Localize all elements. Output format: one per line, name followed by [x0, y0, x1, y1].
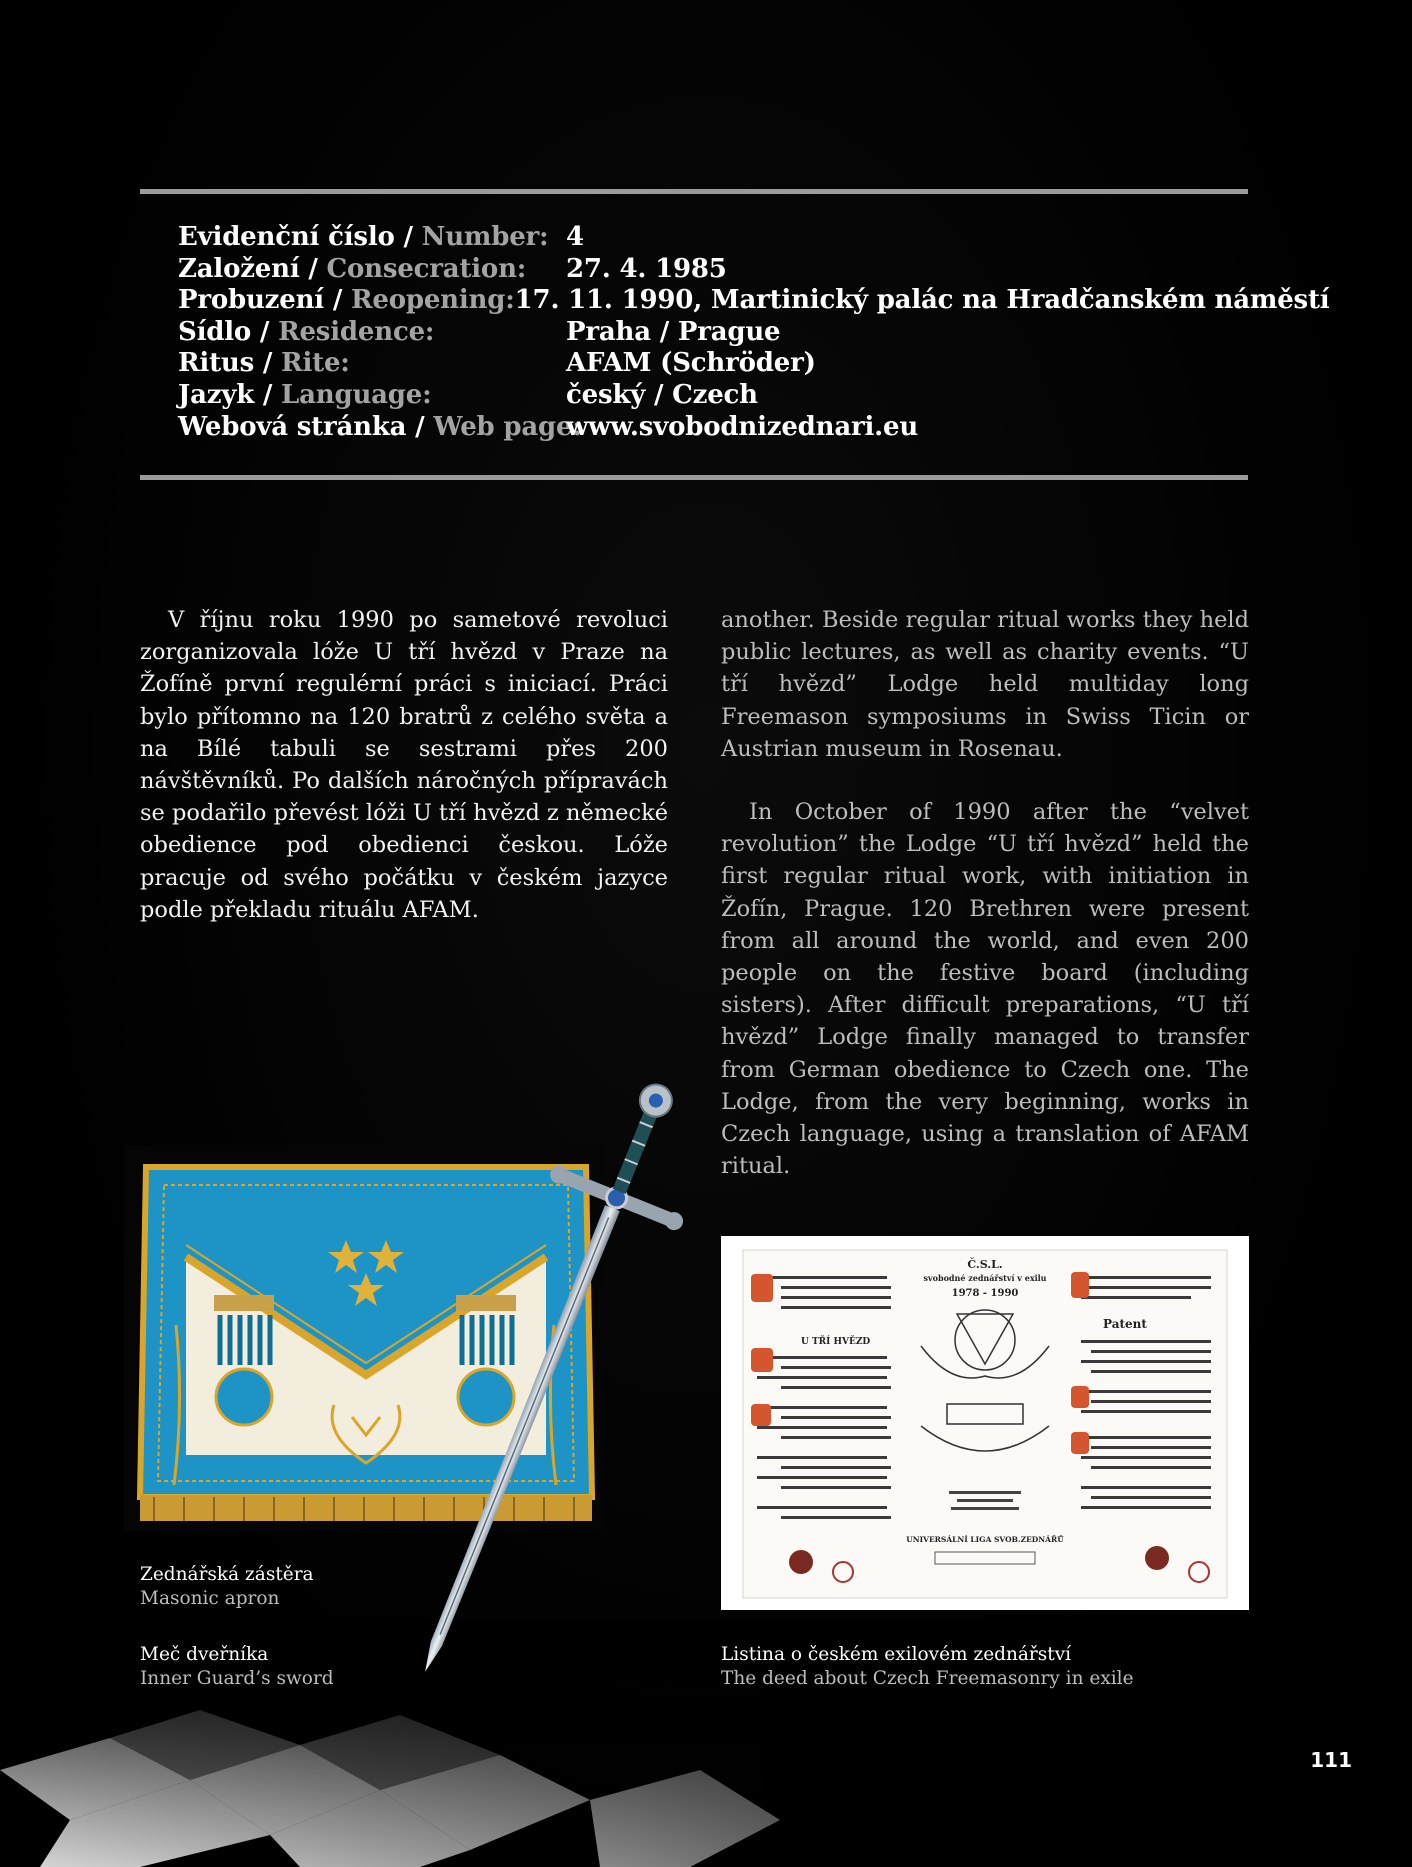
- info-value: Praha / Prague: [566, 316, 781, 347]
- label-czech: Jazyk /: [178, 379, 282, 410]
- deed-left-heading: U TŘÍ HVĚZD: [801, 1337, 871, 1347]
- label-czech: Probuzení /: [178, 285, 351, 316]
- page-number: 111: [1310, 1748, 1352, 1772]
- info-row-web-page: [178, 412, 1258, 444]
- deed-subtitle: svobodné zednářství v exilu: [923, 1273, 1047, 1283]
- deed-title: Č.S.L.: [967, 1258, 1003, 1271]
- label-czech: Evidenční číslo /: [178, 222, 422, 252]
- info-label: [178, 348, 566, 378]
- czech-paragraph: V říjnu roku 1990 po sametové revoluci zorganizovala lóže U tří hvězd v Praze na Žofíně první regulérní práci s iniciací. Práci bylo přítomno na 120 bratrů z celého světa a na Bílé tabuli se sestrami přes 200 návštěvníků. Po dalších náročných přípravách se podařilo převést lóži U tří hvězd z německé obedience pod obedienci českou. Lóže pracuje od svého počátku v českém jazyce podle překladu rituálu AFAM.: [140, 607, 669, 923]
- deed-footer: UNIVERSÁLNÍ LIGA SVOB.ZEDNÁŘŮ: [906, 1535, 1064, 1544]
- info-label: [178, 317, 566, 347]
- label-english: Number:: [421, 222, 549, 252]
- sword-caption: [140, 1643, 334, 1690]
- czech-freemasonry-deed-image: [721, 1236, 1249, 1610]
- caption-english: The deed about Czech Freemasonry in exile: [721, 1667, 1134, 1689]
- info-label: [178, 254, 566, 284]
- info-row-consecration: [178, 254, 1258, 286]
- apron-caption: [140, 1563, 314, 1610]
- info-value: 27. 4. 1985: [566, 253, 727, 284]
- label-english: Reopening:: [350, 285, 515, 316]
- english-paragraph: In October of 1990 after the “velvet revolution” the Lodge “U tří hvězd” held the first regular ritual work, with initiation in Žofín, Prague. 120 Brethren were present from all around the world, and even 200 people on the festive board (including sisters). After difficult preparations, “U tří hvězd” Lodge finally managed to transfer from German obedience to Czech one. The Lodge, from the very beginning, works in Czech language, using a translation of AFAM ritual.: [721, 799, 1249, 1180]
- info-value: 17. 11. 1990, Martinický palác na Hradčanském náměstí: [514, 285, 1330, 316]
- info-row-residence: [178, 317, 1258, 349]
- info-row-number: [178, 222, 1258, 254]
- info-value: AFAM (Schröder): [566, 348, 816, 379]
- inner-guard-sword-image: [395, 1045, 695, 1705]
- info-label: [178, 285, 515, 315]
- info-label: [178, 411, 582, 442]
- caption-czech: Listina o českém exilovém zednářství: [721, 1644, 1072, 1665]
- label-czech: Sídlo /: [178, 316, 279, 347]
- english-paragraph-continued: another. Beside regular ritual works they held public lectures, as well as charity events. “U tří hvězd” Lodge held multiday long Freemason symposiums in Swiss Ticin or Austrian museum in Rosenau.: [721, 607, 1249, 762]
- info-row-language: [178, 380, 1258, 412]
- deed-caption: [721, 1643, 1134, 1690]
- czech-text-column: [140, 604, 668, 926]
- english-text-column: [721, 604, 1249, 1182]
- caption-english: Masonic apron: [140, 1587, 280, 1609]
- info-row-reopening: [178, 285, 1330, 317]
- info-label: [178, 380, 566, 410]
- caption-english: Inner Guard’s sword: [140, 1667, 334, 1689]
- web-page-link[interactable]: www.svobodnizednari.eu: [566, 411, 919, 442]
- label-english: Rite:: [281, 348, 350, 379]
- caption-czech: Zednářská zástěra: [140, 1564, 314, 1585]
- deed-right-heading: Patent: [1103, 1317, 1147, 1331]
- caption-czech: Meč dveřníka: [140, 1644, 269, 1665]
- label-english: Residence:: [278, 316, 435, 347]
- label-english: Language:: [281, 379, 432, 410]
- info-value: český / Czech: [566, 379, 758, 410]
- bottom-divider: [140, 475, 1248, 480]
- deed-years: 1978 - 1990: [951, 1288, 1019, 1299]
- info-label: [178, 222, 566, 252]
- label-czech: Ritus /: [178, 348, 282, 379]
- info-row-rite: [178, 348, 1258, 380]
- label-english: Web page:: [433, 411, 582, 442]
- info-value: 4: [566, 222, 584, 252]
- label-czech: Založení /: [178, 253, 327, 284]
- label-czech: Webová stránka /: [178, 411, 434, 442]
- top-divider: [140, 189, 1248, 194]
- label-english: Consecration:: [326, 253, 527, 284]
- lodge-info-table: [178, 222, 1330, 443]
